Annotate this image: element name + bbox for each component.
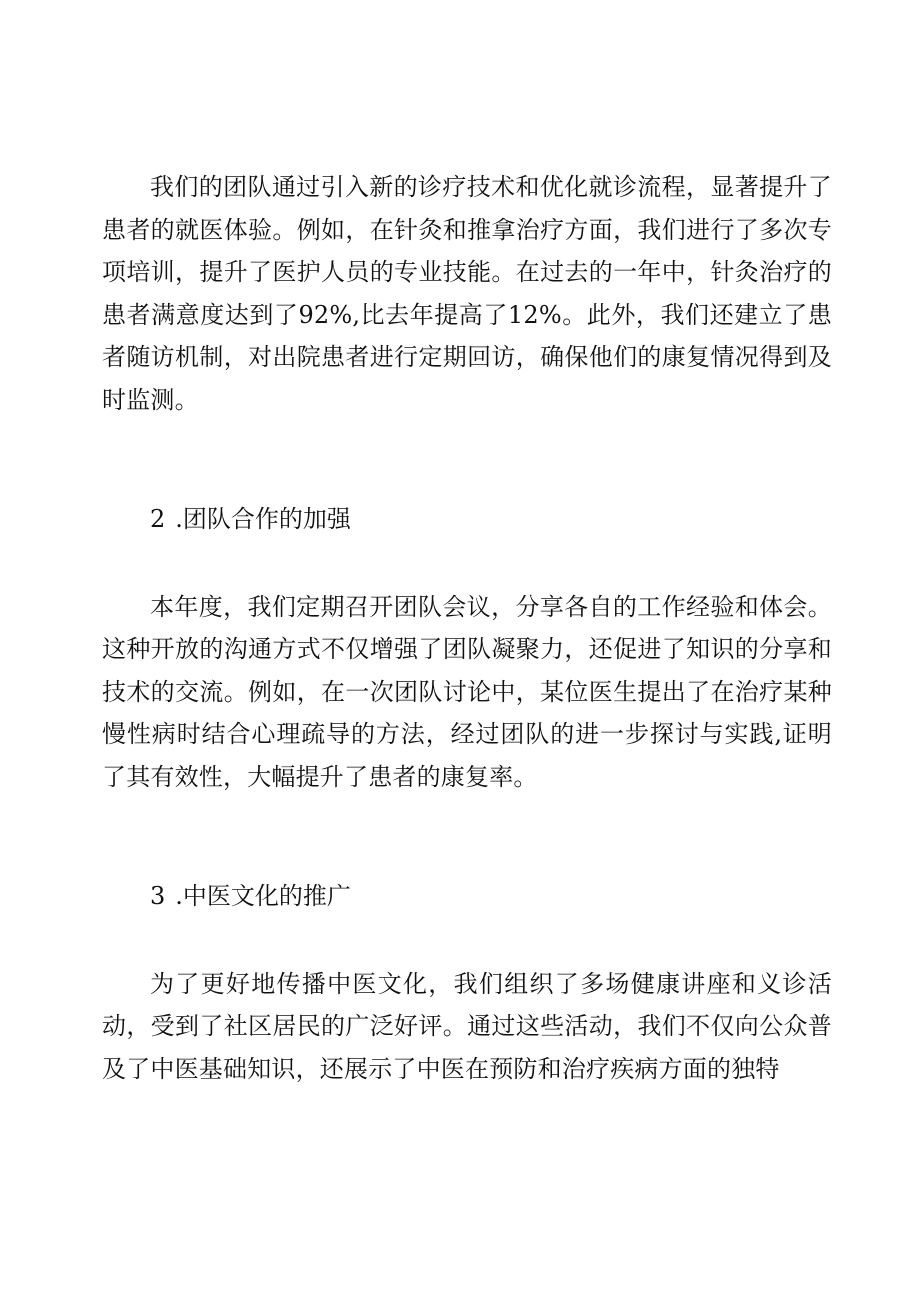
section-spacer (102, 541, 832, 586)
section-spacer (102, 798, 832, 875)
paragraph-team-cooperation: 本年度，我们定期召开团队会议，分享各自的工作经验和体会。这种开放的沟通方式不仅增强了团队凝聚力，还促进了知识的分享和技术的交流。例如，在一次团队讨论中，某位医生提出了在治疗某种慢性病时结合心理疏导的方法，经过团队的进一步探讨与实践,证明了其有效性，大幅提升了患者的康复率。 (102, 592, 832, 791)
paragraph-treatment-improvement: 我们的团队通过引入新的诊疗技术和优化就诊流程，显著提升了患者的就医体验。例如，在针灸和推拿治疗方面，我们进行了多次专项培训，提升了医护人员的专业技能。在过去的一年中，针灸治疗的患者满意度达到了92%,比去年提高了12%。此外，我们还建立了患者随访机制，对出院患者进行定期回访，确保他们的康复情况得到及时监测。 (102, 173, 832, 414)
document-page (102, 166, 832, 1090)
section-heading-tcm-culture (102, 875, 832, 918)
section-number: 3 (150, 882, 166, 910)
section-heading-team-cooperation (102, 498, 832, 541)
section-spacer (102, 918, 832, 963)
section-title: .团队合作的加强 (175, 505, 351, 533)
section-number: 2 (150, 505, 166, 533)
paragraph-tcm-culture: 为了更好地传播中医文化，我们组织了多场健康讲座和义诊活动，受到了社区居民的广泛好评。通过这些活动，我们不仅向公众普及了中医基础知识，还展示了中医在预防和治疗疾病方面的独特 (102, 969, 832, 1083)
section-title: .中医文化的推广 (175, 882, 351, 910)
section-spacer (102, 421, 832, 498)
